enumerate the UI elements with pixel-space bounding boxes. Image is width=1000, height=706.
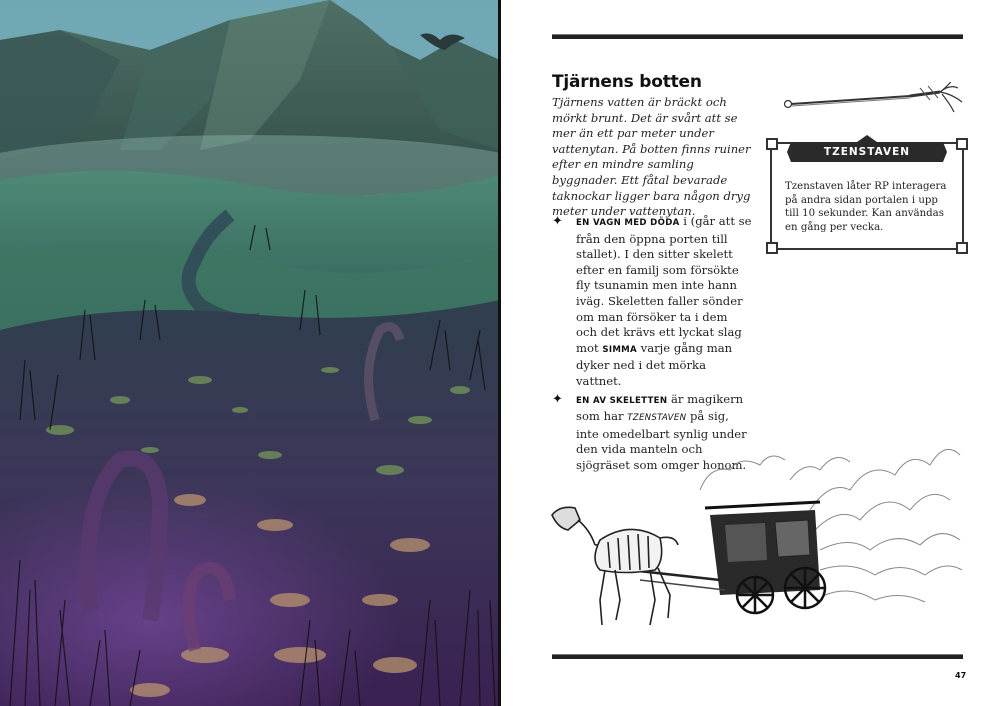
card-text: Tzenstaven låter RP interagera på andra sidan portalen i upp till 10 sekunder. Kan användas en gång per vecka. bbox=[785, 181, 947, 233]
card-title: TZENSTAVEN bbox=[823, 146, 911, 158]
item-text: i (går att se från den öppna porten till stallet). I den sitter skelett efter en familj som försökte fly tsunamin men inte hann iväg. Skeletten faller sönder om man försöker ta i dem och det krävs ett lyckat slag mot bbox=[576, 214, 752, 355]
star-bullet-icon: ✦ bbox=[552, 214, 563, 229]
section-intro: Tjärnens vatten är bräckt och mörkt brunt. Det är svårt att se mer än ett par meter under vattenytan. På botten finns ruiner efter en mindre samling byggnader. Ett fåtal bevarade taknockar ligger bara någon dryg meter under vattenytan. bbox=[552, 95, 751, 219]
staff-icon bbox=[780, 82, 970, 118]
list-item bbox=[552, 214, 752, 390]
star-bullet-icon: ✦ bbox=[552, 391, 563, 407]
page-number: 47 bbox=[955, 671, 967, 680]
skeleton-carriage-icon bbox=[550, 420, 970, 645]
card-corner bbox=[956, 138, 968, 150]
top-rule bbox=[552, 34, 963, 39]
section-title: Tjärnens botten bbox=[552, 72, 702, 92]
item-lead: EN VAGN MED DÖDA bbox=[576, 218, 680, 228]
bottom-rule bbox=[552, 654, 963, 659]
item-text: är magikern som har bbox=[576, 391, 744, 424]
card-corner bbox=[766, 242, 778, 254]
item-lead: EN AV SKELETTEN bbox=[576, 395, 668, 406]
card-corner bbox=[956, 242, 968, 254]
card-corner bbox=[766, 138, 778, 150]
item-text: på sig, inte omedelbart synlig under den vida manteln och sjögräset som omger honom. bbox=[576, 409, 747, 472]
item-text: varje gång man dyker ned i det mörka vattnet. bbox=[576, 340, 733, 388]
item-name: TZENSTAVEN bbox=[627, 413, 687, 424]
skill-name: SIMMA bbox=[602, 344, 637, 355]
